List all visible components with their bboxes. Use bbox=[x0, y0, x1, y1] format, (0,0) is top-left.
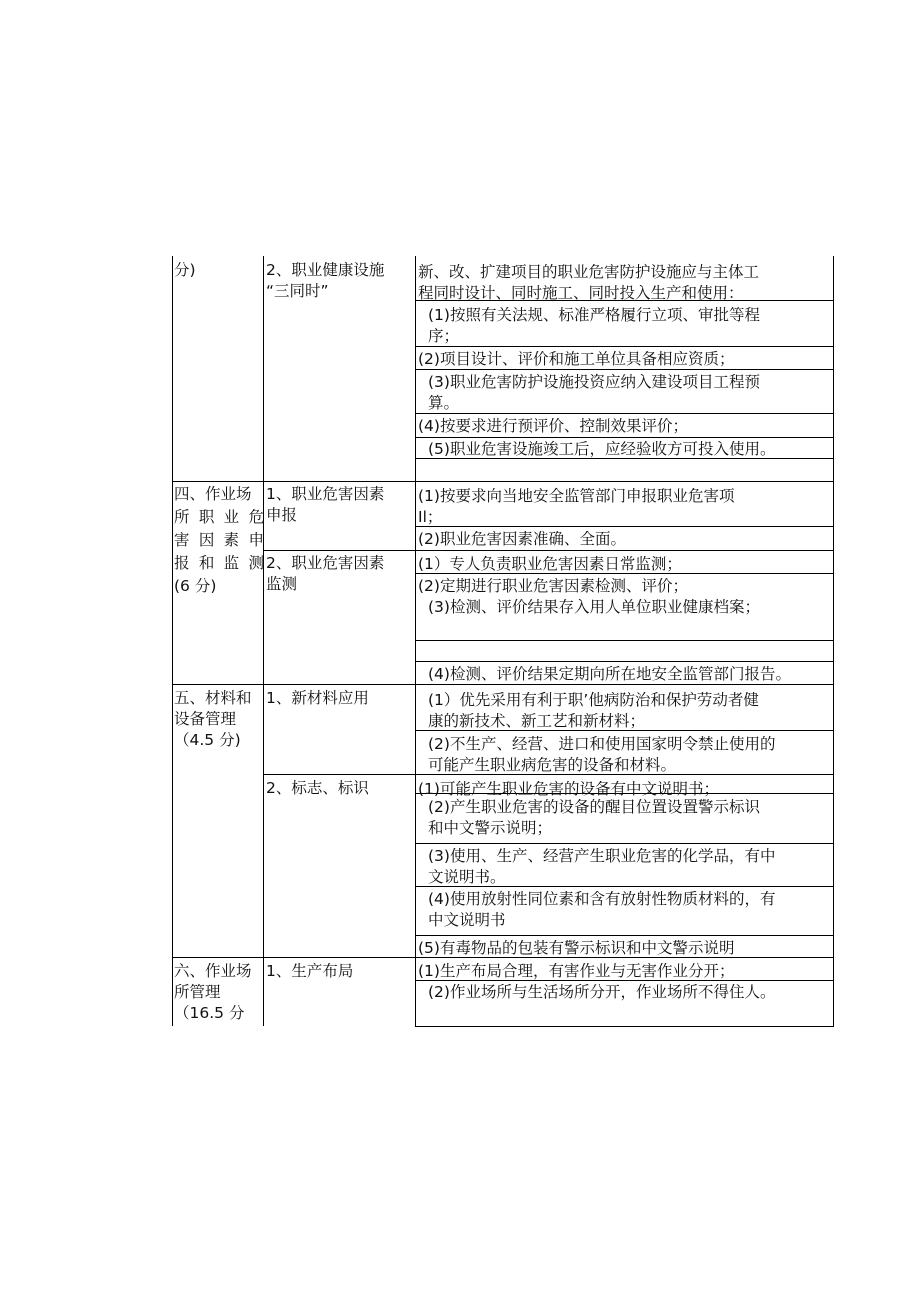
cell-text: 2、职业危害因素 bbox=[266, 554, 385, 572]
cell-text: 序； bbox=[428, 327, 460, 345]
cell-text: (1）专人负责职业危害因素日常监测； bbox=[418, 555, 682, 573]
cell-text: (2)职业危害因素准确、全面。 bbox=[418, 530, 626, 548]
table-border-right bbox=[833, 256, 834, 1026]
cell-text: 可能产生职业病危害的设备和材料。 bbox=[428, 756, 677, 774]
cell-text: (1)按照有关法规、标准严格履行立项、审批等程 bbox=[428, 306, 760, 324]
row-divider bbox=[172, 481, 834, 482]
cell-text: 新、改、扩建项目的职业危害防护设施应与主体工 bbox=[418, 263, 760, 281]
cell-text: 害因素申 bbox=[174, 531, 264, 549]
cell-text: (1）优先采用有利于职’他病防治和保护劳动者健 bbox=[428, 691, 759, 709]
cell-text: 康的新技术、新工艺和新材料； bbox=[428, 712, 646, 730]
cell-text: (3)使用、生产、经营产生职业危害的化学品，有中 bbox=[428, 847, 776, 865]
cell-text: 2、职业健康设施 bbox=[266, 261, 385, 279]
cell-text: (2)产生职业危害的设备的醒目位置设置警示标识 bbox=[428, 798, 760, 816]
cell-text: (3)职业危害防护设施投资应纳入建设项目工程预 bbox=[428, 373, 760, 391]
cell-text: 程同时设计、同时施工、同时投入生产和使用： bbox=[418, 284, 744, 302]
cell-text: 和中文警示说明； bbox=[428, 819, 553, 837]
cell-divider bbox=[415, 1026, 834, 1027]
cell-text: 五、材料和 bbox=[174, 689, 252, 707]
column-divider bbox=[415, 256, 416, 1026]
cell-text: (4)按要求进行预评价、控制效果评价； bbox=[418, 417, 688, 435]
cell-text: 所管理 bbox=[174, 983, 221, 1001]
cell-text: 2、标志、标识 bbox=[266, 779, 369, 797]
cell-text: （16.5 分 bbox=[174, 1004, 245, 1022]
cell-text: (6 分) bbox=[174, 577, 217, 595]
cell-text: 监测 bbox=[266, 575, 298, 593]
cell-divider bbox=[415, 640, 834, 641]
cell-text: 四、作业场 bbox=[174, 485, 252, 503]
cell-text: Il； bbox=[418, 508, 443, 526]
row-divider bbox=[263, 550, 834, 551]
cell-text: 设备管理 bbox=[174, 710, 237, 728]
cell-text: 算。 bbox=[428, 394, 460, 412]
cell-text: 1、职业危害因素 bbox=[266, 485, 385, 503]
cell-text: (3)检测、评价结果存入用人单位职业健康档案； bbox=[428, 598, 760, 616]
cell-text: (5)职业危害设施竣工后，应经验收方可投入使用。 bbox=[428, 440, 776, 458]
cell-text: 六、作业场 bbox=[174, 962, 252, 980]
cell-text: (1)按要求向当地安全监管部门申报职业危害项 bbox=[418, 487, 735, 505]
cell-text: 分) bbox=[174, 261, 196, 279]
column-divider bbox=[263, 256, 264, 1026]
cell-text: 1、生产布局 bbox=[266, 962, 354, 980]
cell-text: (4)使用放射性同位素和含有放射性物质材料的，有 bbox=[428, 890, 776, 908]
cell-text: (1)可能产生职业危害的设备有中文说明书； bbox=[418, 780, 719, 798]
cell-divider bbox=[415, 526, 834, 527]
cell-divider bbox=[415, 843, 834, 844]
cell-divider bbox=[415, 413, 834, 414]
cell-text: 所职业危 bbox=[174, 508, 264, 526]
cell-text: (2)不生产、经营、进口和使用国家明令禁止使用的 bbox=[428, 735, 776, 753]
cell-text: 中文说明书 bbox=[428, 911, 506, 929]
cell-text: “三同时” bbox=[266, 282, 329, 300]
cell-text: 1、新材料应用 bbox=[266, 689, 369, 707]
cell-text: (4)检测、评价结果定期向所在地安全监管部门报告。 bbox=[428, 665, 791, 683]
cell-divider bbox=[415, 661, 834, 662]
cell-text: 文说明书。 bbox=[428, 868, 506, 886]
cell-text: (2)项目设计、评价和施工单位具备相应资质； bbox=[418, 350, 735, 368]
cell-text: 报和监测 bbox=[174, 554, 264, 572]
cell-text: (5)有毒物品的包装有警示标识和中文警示说明 bbox=[418, 939, 735, 957]
cell-divider bbox=[415, 935, 834, 936]
cell-text: （4.5 分) bbox=[174, 731, 241, 749]
cell-text: (1)生产布局合理，有害作业与无害作业分开； bbox=[418, 962, 735, 980]
cell-text: (2)定期进行职业危害因素检测、评价； bbox=[418, 577, 688, 595]
cell-text: 申报 bbox=[266, 506, 298, 524]
cell-divider bbox=[415, 346, 834, 347]
cell-divider bbox=[415, 437, 834, 438]
cell-text: (2)作业场所与生活场所分开，作业场所不得住人。 bbox=[428, 983, 776, 1001]
table-border-left bbox=[172, 256, 173, 1026]
